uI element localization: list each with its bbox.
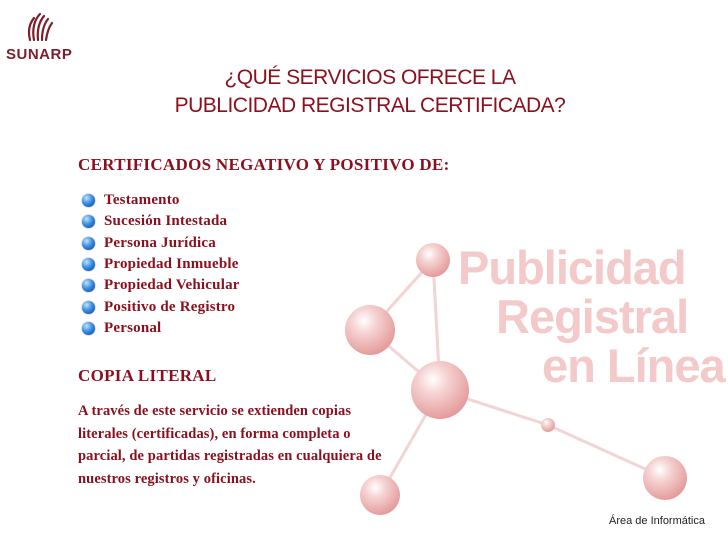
list-item [82, 296, 240, 317]
list-item [82, 275, 240, 296]
list-item [82, 211, 240, 232]
list-item-label: Positivo de Registro [104, 298, 236, 315]
sunarp-logo [6, 10, 73, 70]
list-item-label: Propiedad Vehicular [104, 277, 240, 294]
list-item [82, 190, 240, 211]
description-line: A través de este servicio se extienden copias [78, 403, 352, 419]
list-item-label: Sucesión Intestada [104, 213, 228, 230]
list-item [82, 254, 240, 275]
page-title [110, 64, 630, 120]
bullet-icon [82, 215, 95, 228]
watermark-text [458, 243, 725, 390]
watermark-line: Publicidad [458, 241, 686, 294]
sunarp-logo-icon [26, 10, 56, 44]
copia-description [78, 400, 478, 490]
watermark-line: en Línea [542, 339, 725, 392]
list-item-label: Propiedad Inmueble [104, 256, 239, 273]
list-item-label: Persona Jurídica [104, 234, 216, 251]
description-line: nuestros registros y oficinas. [78, 470, 256, 487]
brand-name: SUNARP [6, 46, 73, 63]
bullet-icon [82, 194, 95, 207]
list-item-label: Personal [104, 319, 162, 336]
title-line-2: PUBLICIDAD REGISTRAL CERTIFICADA? [174, 94, 566, 117]
certificados-heading: CERTIFICADOS NEGATIVO Y POSITIVO DE: [78, 155, 450, 174]
description-line: literales (certificadas), en forma completa o [78, 425, 351, 442]
list-item [82, 318, 240, 339]
bullet-icon [82, 237, 95, 250]
description-line: parcial, de partidas registradas en cualquiera de [78, 448, 382, 464]
certificados-list [82, 190, 240, 339]
title-line-1: ¿QUÉ SERVICIOS OFRECE LA [224, 66, 516, 89]
bullet-icon [82, 258, 95, 271]
bullet-icon [82, 322, 95, 335]
copia-heading: COPIA LITERAL [78, 366, 217, 385]
footer-text: Área de Informática [609, 515, 705, 527]
list-item-label: Testamento [104, 192, 180, 209]
bullet-icon [82, 279, 95, 292]
bullet-icon [82, 301, 95, 314]
list-item [82, 233, 240, 254]
watermark-line: Registral [496, 290, 689, 343]
